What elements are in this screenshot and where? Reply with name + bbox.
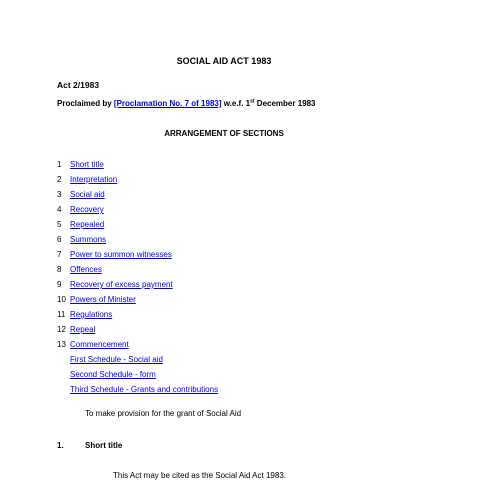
toc-row [57,187,218,202]
toc-row [57,157,218,172]
toc-link-offences[interactable]: Offences [70,265,102,274]
document-title: SOCIAL AID ACT 1983 [176,56,272,66]
act-number: Act 2/1983 [57,80,100,90]
toc-row [57,307,218,322]
toc-number: 8 [57,265,62,274]
section-title: Short title [85,441,123,450]
toc-row [57,382,218,397]
proclamation-line [57,99,316,108]
toc-link-first-schedule[interactable]: First Schedule - Social aid [70,355,163,364]
toc-number: 5 [57,220,62,229]
ordinal-suffix: st [250,98,255,105]
toc-number: 13 [57,340,66,349]
toc-number: 2 [57,175,62,184]
toc-row [57,217,218,232]
toc-row [57,262,218,277]
toc-row [57,277,218,292]
toc-link-short-title[interactable]: Short title [70,160,104,169]
toc-link-power-to-summon-witnesses[interactable]: Power to summon witnesses [70,250,172,259]
effective-prefix: w.e.f. 1 [221,99,251,108]
toc-row [57,172,218,187]
toc-link-summons[interactable]: Summons [70,235,107,244]
arrangement-heading: ARRANGEMENT OF SECTIONS [164,129,284,138]
toc-link-commencement[interactable]: Commencement [70,340,129,349]
toc-link-third-schedule[interactable]: Third Schedule - Grants and contributions [70,385,219,394]
toc-number: 11 [57,310,66,319]
toc-link-second-schedule[interactable]: Second Schedule - form [70,370,156,379]
proclamation-link[interactable]: [Proclamation No. 7 of 1983] [113,99,222,108]
toc-link-repealed[interactable]: Repealed [70,220,105,229]
toc-number: 1 [57,160,62,169]
toc-row [57,352,218,367]
toc-link-regulations[interactable]: Regulations [70,310,113,319]
toc-number: 12 [57,325,66,334]
toc-number: 4 [57,205,62,214]
table-of-contents [57,157,218,397]
section-text: This Act may be cited as the Social Aid Act 1983. [113,471,286,480]
toc-row [57,247,218,262]
toc-number: 6 [57,235,62,244]
toc-row [57,322,218,337]
section-number: 1. [57,441,64,450]
toc-number: 10 [57,295,66,304]
toc-link-powers-of-minister[interactable]: Powers of Minister [70,295,136,304]
toc-link-repeal[interactable]: Repeal [70,325,96,334]
toc-number: 3 [57,190,62,199]
toc-number: 7 [57,250,62,259]
toc-link-recovery-of-excess-payment[interactable]: Recovery of excess payment [70,280,173,289]
act-purpose: To make provision for the grant of Social Aid [85,409,242,418]
toc-row [57,202,218,217]
toc-row [57,337,218,352]
proclaimed-prefix: Proclaimed by [57,99,114,108]
toc-number: 9 [57,280,62,289]
toc-row [57,292,218,307]
toc-row [57,367,218,382]
toc-link-social-aid[interactable]: Social aid [70,190,105,199]
toc-link-recovery[interactable]: Recovery [70,205,104,214]
toc-row [57,232,218,247]
effective-date-rest: December 1983 [254,99,316,108]
toc-link-interpretation[interactable]: Interpretation [70,175,118,184]
